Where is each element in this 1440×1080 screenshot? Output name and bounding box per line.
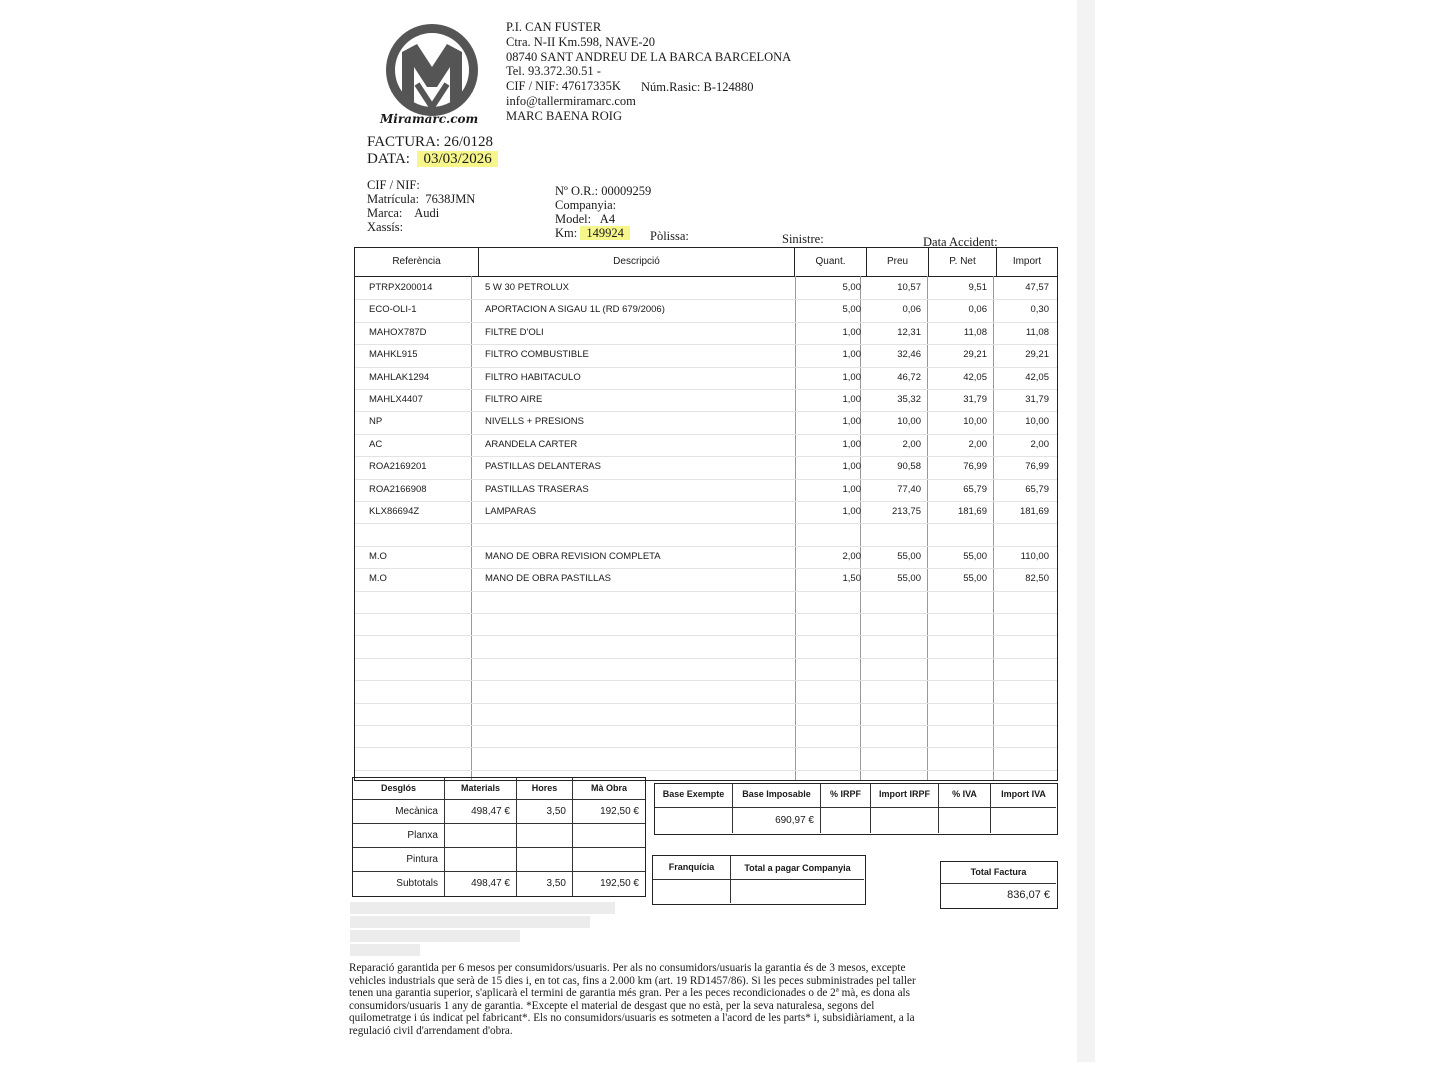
cell-descripcio: FILTRO AIRE: [485, 394, 543, 405]
cell-import: 0,30: [1030, 304, 1049, 316]
cell-import: 2,00: [1030, 438, 1049, 450]
cell-import: 76,99: [1025, 461, 1049, 473]
cell-preu: 32,46: [897, 349, 921, 361]
iva-percent-value: [939, 808, 991, 833]
cell-preu: 77,40: [897, 483, 921, 495]
total-companyia-header: Total a pagar Companyia: [731, 856, 864, 880]
cell-descripcio: FILTRO COMBUSTIBLE: [485, 349, 589, 361]
cell-referencia: AC: [369, 438, 383, 450]
cell-descripcio: ARANDELA CARTER: [485, 438, 578, 450]
cell-quant: 1,00: [842, 371, 861, 383]
cell-pnet: 31,79: [963, 394, 987, 405]
irpf-percent-value: [821, 808, 871, 833]
cell-referencia: M.O: [369, 550, 387, 562]
cell-pnet: 55,00: [963, 550, 987, 562]
table-row-empty: [355, 591, 1057, 614]
breakdown-label: Planxa: [353, 824, 445, 848]
breakdown-ma-obra: [573, 824, 645, 848]
table-row: [355, 523, 1057, 546]
header-referencia: Referència: [355, 248, 479, 276]
breakdown-hores: 3,50: [517, 800, 573, 824]
cell-pnet: 2,00: [968, 438, 987, 450]
base-exempte-header: Base Exempte: [655, 784, 733, 808]
km-value: 149924: [580, 226, 630, 240]
breakdown-header: Materials: [445, 778, 517, 800]
header-import: Import: [1012, 256, 1042, 267]
iva-import-value: [991, 808, 1056, 833]
irpf-percent-header: % IRPF: [821, 784, 871, 808]
breakdown-label: Subtotals: [353, 872, 445, 896]
cell-import: 29,21: [1025, 349, 1049, 361]
rasic-number: Núm.Rasic: B-124880: [641, 80, 754, 94]
breakdown-materials: [445, 848, 517, 872]
cell-import: 31,79: [1025, 394, 1049, 405]
base-imposable-header: Base Imposable: [733, 784, 821, 808]
breakdown-header: Hores: [517, 778, 573, 800]
company-line: info@tallermiramarc.com: [506, 93, 636, 108]
breakdown-hores: [517, 824, 573, 848]
cell-quant: 1,00: [842, 394, 861, 405]
cell-descripcio: PASTILLAS TRASERAS: [485, 483, 589, 495]
company-line: MARC BAENA ROIG: [506, 108, 622, 123]
order-info: [555, 184, 651, 240]
breakdown-table: [352, 777, 646, 897]
cell-referencia: ROA2166908: [369, 483, 427, 495]
cell-import: 10,00: [1025, 416, 1049, 428]
cell-import: 47,57: [1025, 282, 1049, 293]
data-accident-label: Data Accident:: [923, 235, 998, 249]
breakdown-header: Desglós: [353, 778, 445, 800]
table-row-empty: [355, 703, 1057, 726]
breakdown-label: Mecànica: [353, 800, 445, 824]
breakdown-hores: [517, 848, 573, 872]
cell-pnet: 42,05: [963, 371, 987, 383]
cell-preu: 55,00: [897, 573, 921, 585]
breakdown-label: Pintura: [353, 848, 445, 872]
breakdown-ma-obra: 192,50 €: [600, 878, 639, 889]
franquicia-value: [653, 880, 731, 903]
breakdown-hores: 3,50: [517, 872, 573, 896]
cell-referencia: MAHKL915: [369, 349, 418, 361]
cell-preu: 213,75: [891, 506, 921, 517]
marca-value: Audi: [414, 206, 440, 220]
table-row: [355, 411, 1057, 434]
cell-pnet: 11,08: [963, 326, 987, 338]
franquicia-table: [652, 855, 866, 905]
breakdown-materials: [445, 824, 517, 848]
total-label: Total Factura: [941, 862, 1056, 884]
franquicia-header: Franquícia: [653, 856, 731, 880]
company-line: Ctra. N-II Km.598, NAVE-20: [506, 34, 656, 49]
or-value: 00009259: [601, 184, 652, 198]
matricula-value: 7638JMN: [425, 192, 476, 206]
cell-referencia: ROA2169201: [369, 461, 427, 473]
table-row: [355, 367, 1057, 390]
cell-preu: 2,00: [902, 438, 921, 450]
table-row: [355, 501, 1057, 524]
table-row: [355, 568, 1057, 591]
cell-pnet: 10,00: [963, 416, 987, 428]
xassis-label: Xassís:: [367, 220, 404, 234]
cell-quant: 1,00: [842, 349, 861, 361]
cell-referencia: M.O: [369, 573, 387, 585]
cell-quant: 1,00: [842, 438, 861, 450]
factura-number: 26/0128: [443, 134, 493, 150]
cell-referencia: ECO-OLI-1: [369, 304, 417, 316]
or-label: Nº O.R.:: [555, 184, 599, 198]
model-label: Model:: [555, 212, 592, 226]
sinistre-label: Sinistre:: [782, 232, 824, 246]
cell-referencia: MAHLAK1294: [369, 371, 430, 383]
cell-import: 82,50: [1025, 573, 1049, 585]
company-info: [506, 20, 791, 124]
cell-pnet: 0,06: [968, 304, 987, 316]
matricula-label: Matrícula:: [367, 192, 420, 206]
logo-text: Miramarc.com: [380, 112, 479, 126]
table-row: [355, 389, 1057, 412]
irpf-import-value: [871, 808, 939, 833]
table-row-empty: [355, 613, 1057, 636]
company-line: P.I. CAN FUSTER: [506, 20, 602, 34]
total-table: [940, 861, 1058, 909]
header-preu: Preu: [867, 248, 929, 276]
cell-preu: 10,57: [897, 282, 921, 293]
cell-referencia: KLX86694Z: [369, 506, 420, 517]
cell-descripcio: 5 W 30 PETROLUX: [485, 282, 569, 293]
cell-preu: 90,58: [897, 461, 921, 473]
total-value: 836,07 €: [1007, 889, 1050, 901]
breakdown-materials: 498,47 €: [445, 872, 517, 896]
cell-quant: 1,00: [842, 483, 861, 495]
table-row: [355, 434, 1057, 457]
table-row: [355, 546, 1057, 569]
cell-pnet: 76,99: [963, 461, 987, 473]
faded-text-block: [350, 902, 640, 957]
header-quant: Quant.: [795, 248, 867, 276]
cell-pnet: 55,00: [963, 573, 987, 585]
cell-quant: 1,00: [842, 416, 861, 428]
cell-import: 65,79: [1025, 483, 1049, 495]
cell-quant: 2,00: [842, 550, 861, 562]
cell-descripcio: FILTRO HABITACULO: [485, 371, 581, 383]
base-imposable-value: 690,97 €: [733, 808, 821, 833]
cell-import: 110,00: [1020, 550, 1049, 562]
cell-preu: 10,00: [897, 416, 921, 428]
table-row-empty: [355, 680, 1057, 703]
warranty-legal-text: Reparació garantida per 6 mesos per consumidors/usuaris. Per als no consumidors/usuaris la garantia és de 3 mesos, excepte vehicles industrials que serà de 15 dies i, en tot cas, fins a 2.000 km (art. 19 RD1457/86). Si les peces subministrades pel taller tenen una garantia superior, s'aplicarà el termini de garantia més gran. Per a les peces recondicionades o de 2ª mà, es dona als consumidors/usuaris 1 any de garantia. *Excepte el material de desgast que no està, per la seva naturalesa, segons del quilometratge i ús indicat pel fabricant*. Els no consumidors/usuaris es sotmeten a l'acord de les parts* i, subsidiàriament, a la regulació civil d'arrendament d'obra.: [349, 962, 916, 1037]
total-companyia-value: [731, 880, 864, 903]
company-line: 08740 SANT ANDREU DE LA BARCA BARCELONA: [506, 49, 792, 64]
cell-preu: 12,31: [897, 326, 921, 338]
company-line: Tel. 93.372.30.51 -: [506, 64, 601, 79]
factura-label: FACTURA:: [367, 134, 441, 150]
cell-import: 181,69: [1019, 506, 1049, 517]
base-exempte-value: [655, 808, 733, 833]
table-row: [355, 344, 1057, 367]
cell-descripcio: MANO DE OBRA PASTILLAS: [485, 573, 612, 585]
table-row: [355, 322, 1057, 345]
table-row-empty: [355, 635, 1057, 658]
cell-preu: 35,32: [897, 394, 921, 405]
iva-percent-header: % IVA: [939, 784, 991, 808]
polissa-label: Pòlissa:: [650, 229, 689, 243]
table-row-empty: [355, 725, 1057, 748]
cell-pnet: 65,79: [963, 483, 987, 495]
cell-referencia: PTRPX200014: [369, 282, 433, 293]
cell-quant: 1,00: [842, 461, 861, 473]
cell-descripcio: NIVELLS + PRESIONS: [485, 416, 584, 428]
cell-preu: 46,72: [897, 371, 921, 383]
invoice-lines-table: [354, 247, 1058, 781]
km-label: Km:: [555, 226, 578, 240]
cell-pnet: 9,51: [968, 282, 987, 293]
breakdown-materials: 498,47 €: [445, 800, 517, 824]
scan-edge: [1077, 0, 1095, 1062]
table-row: [355, 456, 1057, 479]
cell-referencia: NP: [369, 416, 383, 428]
table-header: [355, 248, 1057, 277]
data-label: DATA:: [367, 151, 410, 167]
marca-label: Marca:: [367, 206, 403, 220]
cell-pnet: 29,21: [963, 349, 987, 361]
cell-pnet: 181,69: [957, 506, 987, 517]
cell-descripcio: PASTILLAS DELANTERAS: [485, 461, 601, 473]
cell-preu: 55,00: [897, 550, 921, 562]
cell-import: 42,05: [1025, 371, 1049, 383]
table-row-empty: [355, 658, 1057, 681]
irpf-import-header: Import IRPF: [871, 784, 939, 808]
company-line: CIF / NIF: 47617335K: [506, 79, 621, 94]
cell-referencia: MAHLX4407: [369, 394, 423, 405]
cif-label: CIF / NIF:: [367, 178, 420, 192]
cell-import: 11,08: [1025, 326, 1049, 338]
cell-referencia: MAHOX787D: [369, 326, 427, 338]
cell-quant: 1,50: [842, 573, 861, 585]
model-value: A4: [599, 212, 616, 226]
iva-import-header: Import IVA: [991, 784, 1056, 808]
invoice-header: [367, 134, 498, 168]
table-row: [355, 479, 1057, 502]
vehicle-info: [367, 178, 475, 234]
breakdown-ma-obra: [573, 848, 645, 872]
companyia-label: Companyia:: [555, 198, 617, 212]
table-row: [355, 299, 1057, 322]
cell-descripcio: MANO DE OBRA REVISION COMPLETA: [485, 550, 661, 562]
header-pnet: P. Net: [929, 248, 997, 276]
taxes-table: [654, 783, 1058, 835]
cell-descripcio: APORTACION A SIGAU 1L (RD 679/2006): [485, 304, 665, 316]
cell-preu: 0,06: [902, 304, 921, 316]
header-descripcio: Descripció: [479, 248, 795, 276]
cell-descripcio: LAMPARAS: [485, 506, 537, 517]
table-row-empty: [355, 747, 1057, 770]
cell-quant: 1,00: [842, 326, 861, 338]
breakdown-header: Mà Obra: [573, 778, 645, 800]
invoice-date: 03/03/2026: [417, 151, 497, 167]
cell-quant: 1,00: [842, 506, 861, 517]
breakdown-ma-obra: 192,50 €: [573, 800, 645, 824]
cell-descripcio: FILTRE D'OLI: [485, 326, 544, 338]
cell-quant: 5,00: [842, 304, 861, 316]
cell-quant: 5,00: [842, 282, 861, 293]
table-row: [355, 277, 1057, 300]
